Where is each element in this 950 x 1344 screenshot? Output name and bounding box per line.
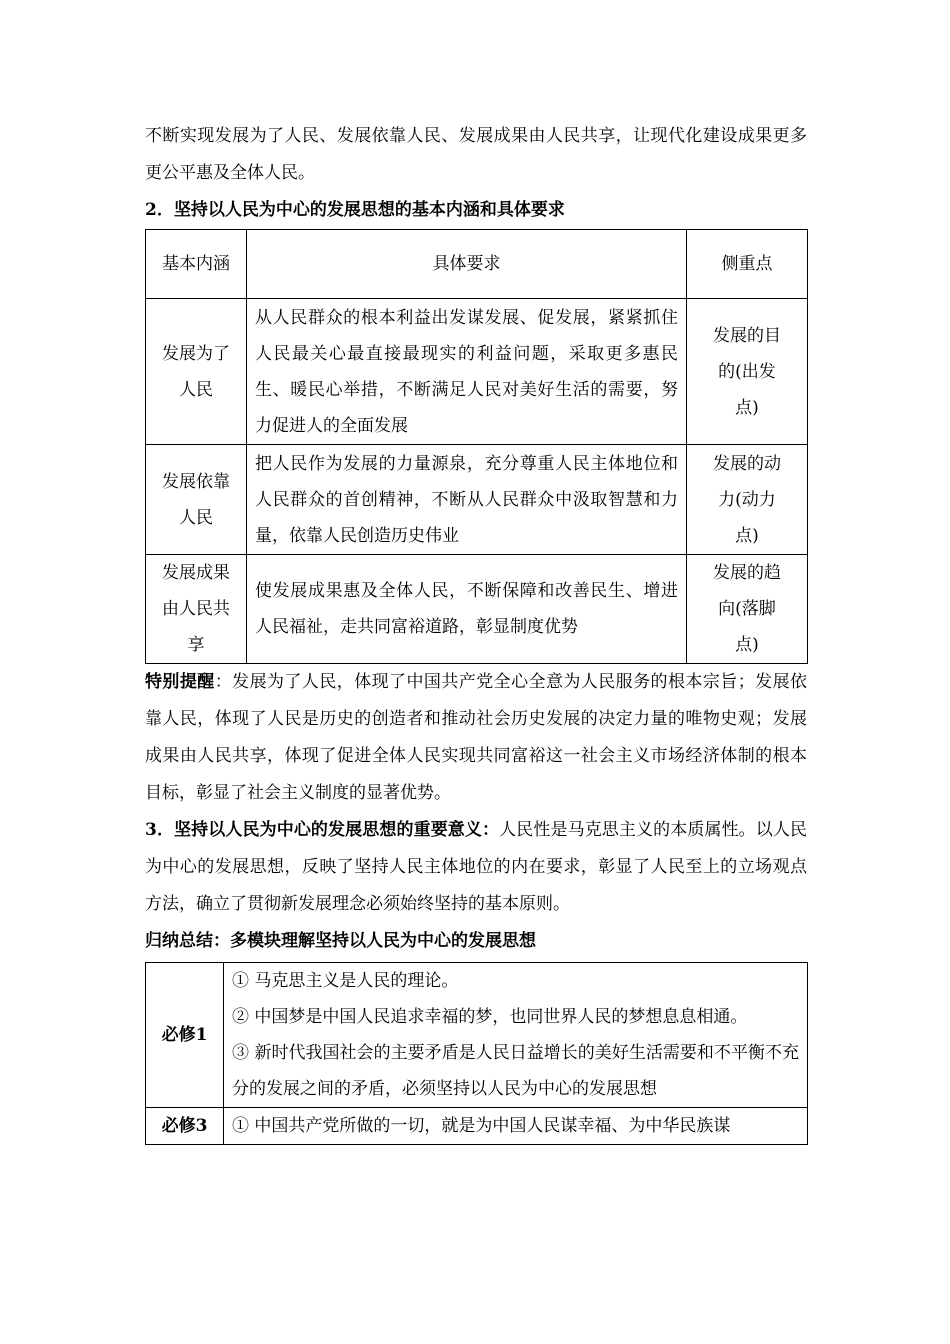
special-reminder-text: ：发展为了人民，体现了中国共产党全心全意为人民服务的根本宗旨；发展依靠人民，体现了人民是历史的创造者和推动社会历史发展的决定力量的唯物史观；发展成果由人民共享，体现了促进全体人民实现共同富裕这一社会主义市场经济体制的根本目标，彰显了社会主义制度的显著优势。 bbox=[145, 672, 808, 803]
module-point: ③ 新时代我国社会的主要矛盾是人民日益增长的美好生活需要和不平衡不充分的发展之间的矛盾，必须坚持以人民为中心的发展思想 bbox=[232, 1043, 799, 1099]
module-points bbox=[224, 963, 808, 1108]
intro-paragraph: 不断实现发展为了人民、发展依靠人民、发展成果由人民共享，让现代化建设成果更多更公平惠及全体人民。 bbox=[145, 126, 807, 183]
module-label: 必修1 bbox=[146, 963, 224, 1108]
summary-heading: 归纳总结：多模块理解坚持以人民为中心的发展思想 bbox=[145, 931, 536, 951]
module-point: ② 中国梦是中国人民追求幸福的梦，也同世界人民的梦想息息相通。 bbox=[232, 1007, 748, 1027]
row-focus: 发展的目的(出发点) bbox=[687, 299, 808, 445]
table-row bbox=[146, 963, 808, 1108]
row-focus: 发展的动力(动力点) bbox=[687, 445, 808, 555]
header-connotation: 基本内涵 bbox=[146, 230, 247, 299]
document-page bbox=[145, 118, 807, 1145]
table-header-row bbox=[146, 230, 808, 299]
table-row bbox=[146, 555, 808, 664]
table-row bbox=[146, 299, 808, 445]
row-requirement: 使发展成果惠及全体人民，不断保障和改善民生、增进人民福祉，走共同富裕道路，彰显制度优势 bbox=[247, 555, 687, 664]
row-connotation: 发展为了人民 bbox=[146, 299, 247, 445]
section-3-heading: 3．坚持以人民为中心的发展思想的重要意义： bbox=[145, 820, 500, 840]
row-connotation: 发展依靠人民 bbox=[146, 445, 247, 555]
module-point: ① 中国共产党所做的一切，就是为中国人民谋幸福、为中华民族谋 bbox=[232, 1116, 731, 1136]
table-row bbox=[146, 1108, 808, 1145]
module-summary-table bbox=[145, 962, 808, 1145]
module-points bbox=[224, 1108, 808, 1145]
row-focus: 发展的趋向(落脚点) bbox=[687, 555, 808, 664]
row-requirement: 把人民作为发展的力量源泉，充分尊重人民主体地位和人民群众的首创精神，不断从人民群众中汲取智慧和力量，依靠人民创造历史伟业 bbox=[247, 445, 687, 555]
section-3-text: 人民性是马克思主义的本质属性。以人民为中心的发展思想，反映了坚持人民主体地位的内在要求，彰显了人民至上的立场观点方法，确立了贯彻新发展理念必须始终坚持的基本原则。 bbox=[145, 820, 808, 914]
table-row bbox=[146, 445, 808, 555]
module-point: ① 马克思主义是人民的理论。 bbox=[232, 971, 459, 991]
row-requirement: 从人民群众的根本利益出发谋发展、促发展，紧紧抓住人民最关心最直接最现实的利益问题，采取更多惠民生、暖民心举措，不断满足人民对美好生活的需要，努力促进人的全面发展 bbox=[247, 299, 687, 445]
section-2-heading: 2．坚持以人民为中心的发展思想的基本内涵和具体要求 bbox=[145, 200, 565, 220]
header-requirement: 具体要求 bbox=[247, 230, 687, 299]
header-focus: 侧重点 bbox=[687, 230, 808, 299]
row-connotation: 发展成果由人民共享 bbox=[146, 555, 247, 664]
special-reminder-label: 特别提醒 bbox=[145, 672, 215, 692]
module-label: 必修3 bbox=[146, 1108, 224, 1145]
connotation-table bbox=[145, 229, 808, 664]
special-reminder-paragraph bbox=[145, 664, 807, 812]
section-3-paragraph bbox=[145, 812, 807, 923]
